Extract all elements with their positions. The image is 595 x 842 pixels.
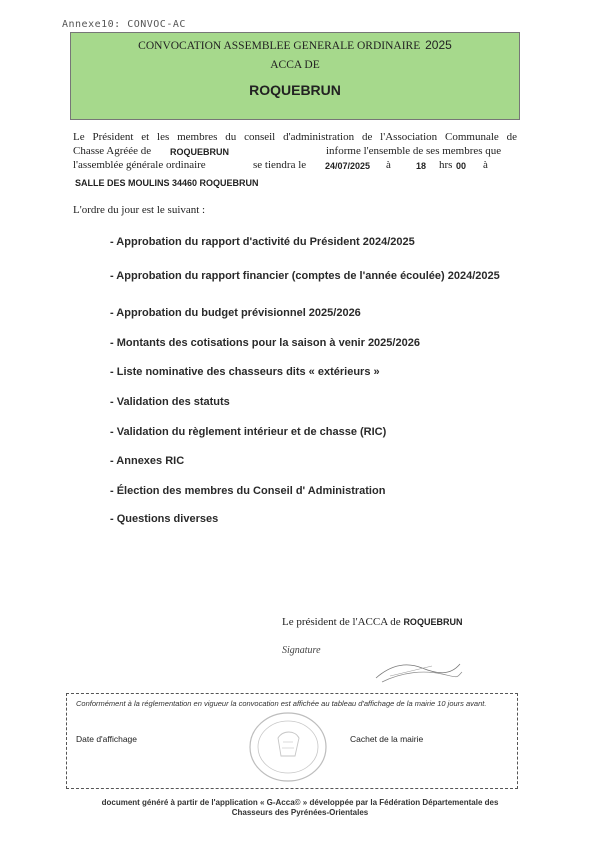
intro-line-1: Le Président et les membres du conseil d'administration de l'Association Communale de [73, 131, 517, 143]
title-text: CONVOCATION ASSEMBLEE GENERALE ORDINAIRE [138, 40, 421, 52]
acca-de-label: ACCA DE [270, 59, 320, 71]
president-commune: ROQUEBRUN [403, 617, 463, 627]
title-year: 2025 [425, 38, 452, 52]
commune-name: ROQUEBRUN [249, 82, 341, 98]
agenda-item: - Approbation du rapport d'activité du Président 2024/2025 [110, 236, 415, 248]
date-affichage-label: Date d'affichage [76, 734, 138, 744]
agenda-item: - Montants des cotisations pour la saison à venir 2025/2026 [110, 337, 420, 349]
annexe-label: Annexe10: CONVOC-AC [62, 19, 186, 30]
affichage-note: Conformément à la réglementation en vigueur la convocation est affichée au tableau d'affichage de la mairie 10 jours avant. [76, 699, 487, 708]
meeting-place: SALLE DES MOULINS 34460 ROQUEBRUN [75, 178, 259, 188]
footer [70, 798, 530, 818]
signature-label: Signature [282, 645, 321, 656]
intro-text: informe l'ensemble de ses membres que [326, 145, 502, 157]
agenda-heading: L'ordre du jour est le suivant : [73, 204, 206, 216]
footer-line-2: Chasseurs des Pyrénées-Orientales [231, 808, 369, 817]
president-label: Le président de l'ACCA de [282, 616, 401, 628]
mairie-stamp [243, 708, 333, 786]
agenda-item: - Questions diverses [110, 513, 219, 525]
footer-line-1: document généré à partir de l'application « G-Acca© » développée par la Fédération Départementale des [101, 798, 499, 807]
agenda-item: - Approbation du rapport financier (comptes de l'année écoulée) 2024/2025 [110, 270, 500, 282]
intro-text: se tiendra le [253, 159, 307, 171]
intro-text: à [386, 159, 391, 171]
intro-text: l'assemblée générale ordinaire [73, 159, 206, 171]
affichage-box [66, 693, 518, 789]
intro-text: à [483, 159, 488, 171]
agenda-item: - Élection des membres du Conseil d' Administration [110, 485, 386, 497]
convocation-title [71, 38, 519, 52]
meeting-hour: 18 [416, 161, 427, 171]
header-banner [70, 32, 520, 120]
meeting-date: 24/07/2025 [325, 161, 371, 171]
intro-text: Chasse Agréée de [73, 145, 152, 157]
signature-scribble [372, 658, 464, 686]
agenda-item: - Annexes RIC [110, 455, 185, 467]
agenda-item: - Validation des statuts [110, 396, 230, 408]
meeting-minutes: 00 [456, 161, 467, 171]
intro-text: hrs [439, 159, 453, 171]
agenda-item: - Liste nominative des chasseurs dits « extérieurs » [110, 366, 380, 378]
agenda-item: - Validation du règlement intérieur et de chasse (RIC) [110, 426, 387, 438]
president-line [282, 616, 462, 628]
intro-commune: ROQUEBRUN [170, 147, 230, 157]
agenda-item: - Approbation du budget prévisionnel 2025/2026 [110, 307, 361, 319]
cachet-mairie-label: Cachet de la mairie [350, 734, 424, 744]
